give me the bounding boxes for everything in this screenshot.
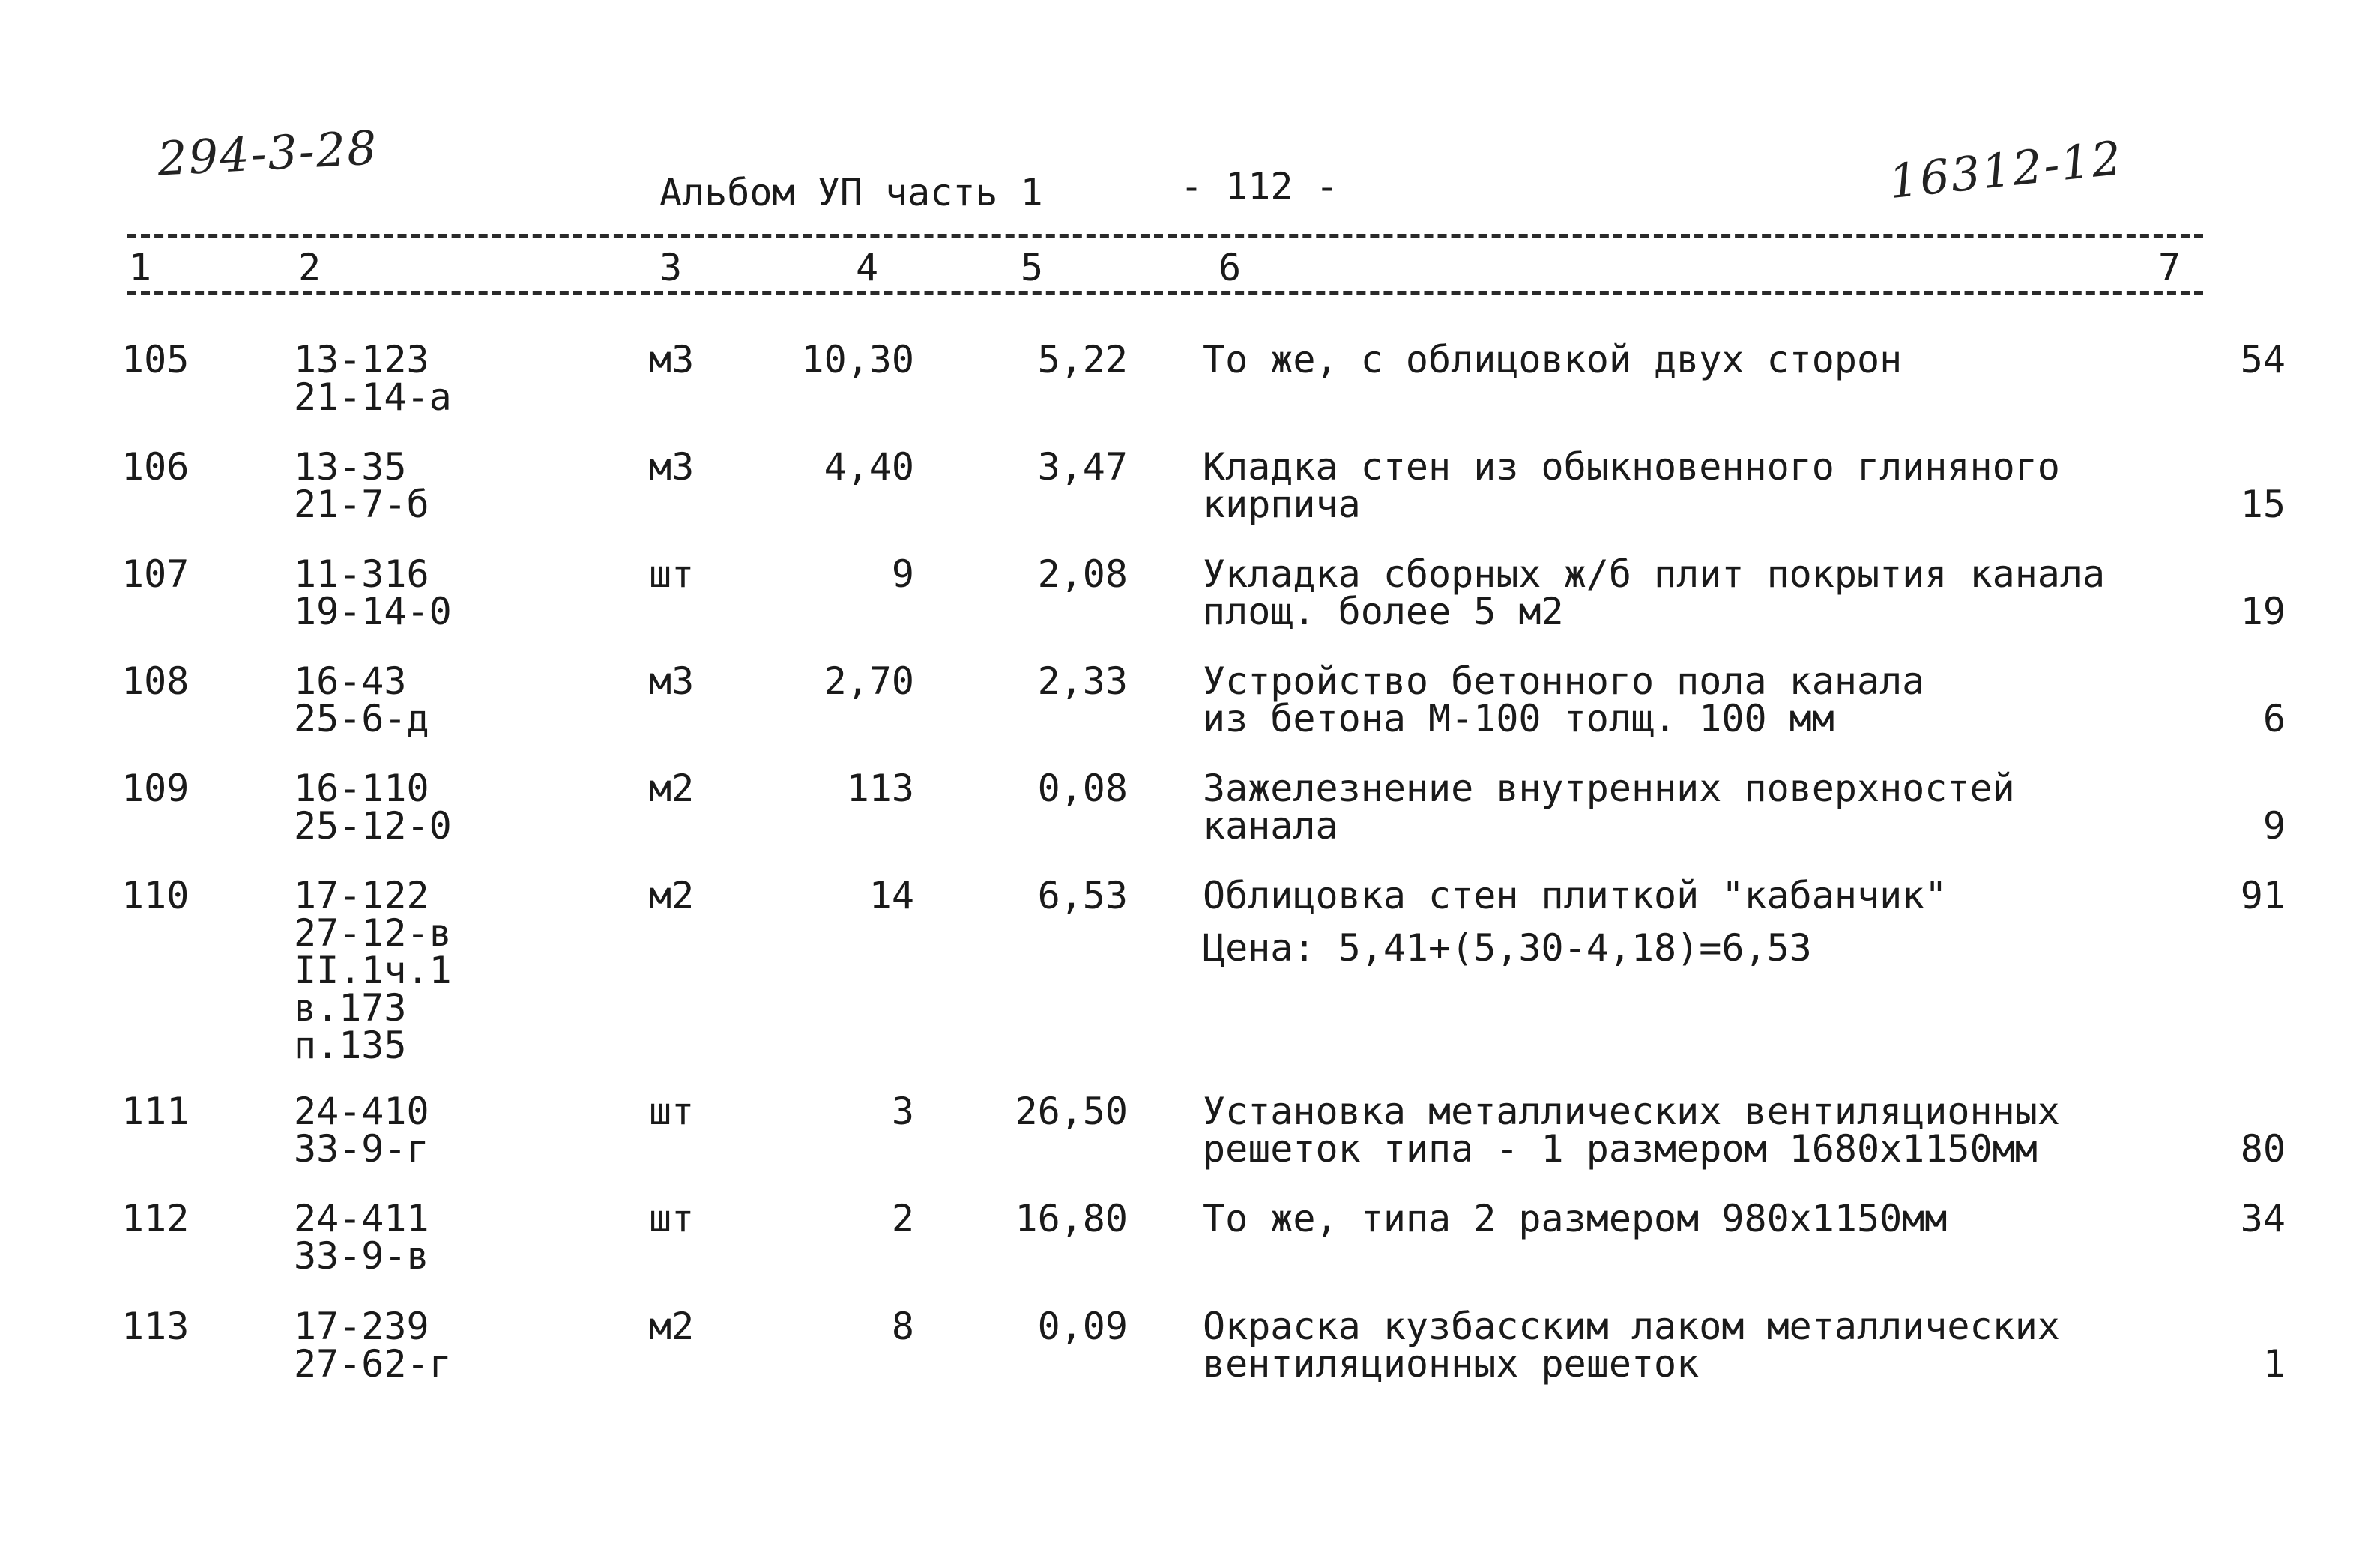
quantity: 3 [891,1090,914,1133]
column-number-5: 5 [1021,246,1044,289]
norm-code: II.1ч.1 [294,949,452,992]
norm-code: 25-6-д [294,697,429,740]
unit-of-measure: шт [649,1197,695,1240]
norm-code: п.135 [294,1024,407,1067]
norm-code: 25-12-0 [294,804,452,848]
unit-price: 5,22 [1037,338,1128,381]
work-description: решеток типа - 1 размером 1680x1150мм [1203,1127,2038,1171]
norm-code: 27-12-в [294,911,452,955]
row-number: 110 [121,874,190,917]
work-description: Цена: 5,41+(5,30-4,18)=6,53 [1203,926,1812,970]
row-total: 34 [2240,1197,2286,1240]
norm-code: 13-123 [294,338,429,381]
row-total: 80 [2240,1127,2286,1171]
unit-of-measure: м2 [649,1305,695,1348]
norm-code: 27-62-г [294,1342,452,1386]
norm-code: 24-411 [294,1197,429,1240]
norm-code: 33-9-в [294,1234,429,1278]
row-total: 6 [2262,697,2286,740]
norm-code: 16-110 [294,767,429,810]
row-total: 54 [2240,338,2286,381]
quantity: 2,70 [824,659,914,703]
row-number: 106 [121,445,190,489]
unit-price: 6,53 [1037,874,1128,917]
row-total: 15 [2240,483,2286,526]
work-description: кирпича [1203,483,1361,526]
column-number-4: 4 [856,246,879,289]
unit-of-measure: м3 [649,445,695,489]
header-divider-bottom [127,291,2203,295]
column-number-2: 2 [298,246,321,289]
row-total: 9 [2262,804,2286,848]
quantity: 10,30 [801,338,914,381]
norm-code: в.173 [294,986,407,1030]
norm-code: 17-122 [294,874,429,917]
album-title: Альбом УП часть 1 [659,171,1043,214]
column-number-7: 7 [2158,246,2181,289]
work-description: То же, типа 2 размером 980x1150мм [1203,1197,1948,1240]
row-total: 91 [2240,874,2286,917]
quantity: 8 [891,1305,914,1348]
work-description: То же, с облицовкой двух сторон [1203,338,1903,381]
work-description: канала [1203,804,1338,848]
row-number: 107 [121,552,190,596]
work-description: Зажелезнение внутренних поверхностей [1203,767,2015,810]
unit-price: 16,80 [1015,1197,1128,1240]
row-number: 111 [121,1090,190,1133]
quantity: 2 [891,1197,914,1240]
norm-code: 21-14-а [294,375,452,419]
unit-price: 0,08 [1037,767,1128,810]
work-description: Облицовка стен плиткой "кабанчик" [1203,874,1948,917]
column-number-6: 6 [1218,246,1242,289]
norm-code: 19-14-0 [294,590,452,633]
norm-code: 21-7-б [294,483,429,526]
unit-price: 2,33 [1037,659,1128,703]
handwritten-code-right: 16312-12 [1886,130,2126,210]
work-description: Окраска кузбасским лаком металлических [1203,1305,2060,1348]
unit-of-measure: м2 [649,767,695,810]
unit-price: 3,47 [1037,445,1128,489]
work-description: Кладка стен из обыкновенного глиняного [1203,445,2060,489]
norm-code: 24-410 [294,1090,429,1133]
work-description: вентиляционных решеток [1203,1342,1700,1386]
norm-code: 17-239 [294,1305,429,1348]
quantity: 9 [891,552,914,596]
work-description: Укладка сборных ж/б плит покрытия канала [1203,552,2106,596]
row-number: 113 [121,1305,190,1348]
page-number: - 112 - [1180,165,1338,208]
quantity: 4,40 [824,445,914,489]
quantity: 14 [869,874,914,917]
unit-of-measure: шт [649,552,695,596]
unit-of-measure: м3 [649,659,695,703]
row-number: 109 [121,767,190,810]
norm-code: 11-316 [294,552,429,596]
handwritten-code-left: 294-3-28 [156,120,380,187]
unit-of-measure: м3 [649,338,695,381]
header-divider-top [127,234,2203,238]
work-description: из бетона М-100 толщ. 100 мм [1203,697,1834,740]
row-number: 108 [121,659,190,703]
work-description: Устройство бетонного пола канала [1203,659,1925,703]
quantity: 113 [846,767,914,810]
column-number-3: 3 [659,246,683,289]
row-number: 105 [121,338,190,381]
norm-code: 33-9-г [294,1127,429,1171]
row-number: 112 [121,1197,190,1240]
row-total: 19 [2240,590,2286,633]
unit-price: 0,09 [1037,1305,1128,1348]
column-number-1: 1 [129,246,152,289]
row-total: 1 [2262,1342,2286,1386]
norm-code: 13-35 [294,445,407,489]
work-description: площ. более 5 м2 [1203,590,1564,633]
unit-of-measure: шт [649,1090,695,1133]
work-description: Установка металлических вентиляционных [1203,1090,2060,1133]
unit-price: 2,08 [1037,552,1128,596]
unit-price: 26,50 [1015,1090,1128,1133]
norm-code: 16-43 [294,659,407,703]
unit-of-measure: м2 [649,874,695,917]
